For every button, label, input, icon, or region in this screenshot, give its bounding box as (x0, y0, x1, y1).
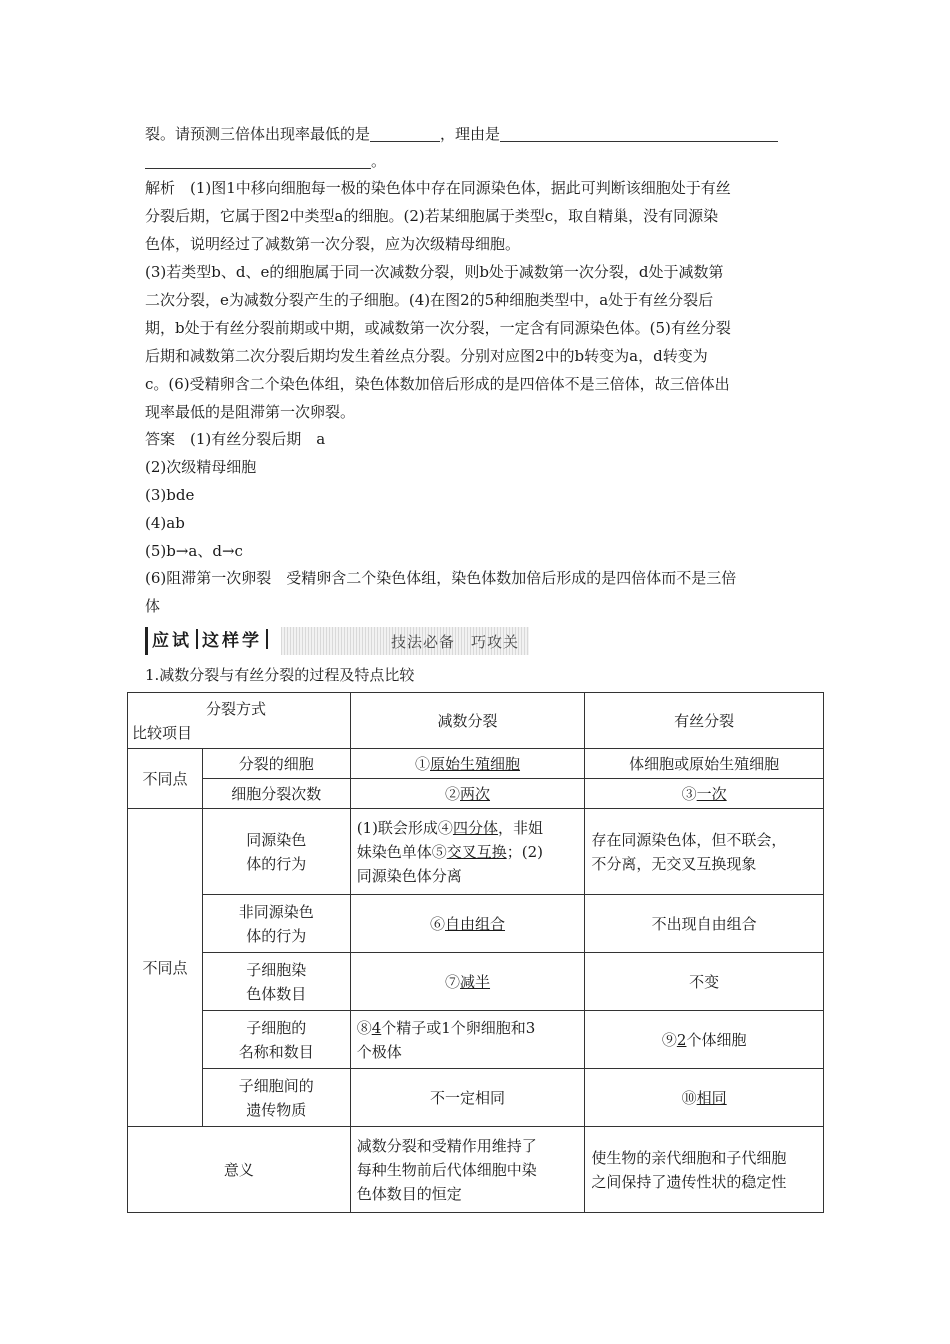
answer-line: 答案 (1)有丝分裂后期 a (145, 430, 326, 448)
question-text-a: 裂。请预测三倍体出现率最低的是 (145, 125, 371, 143)
row-item-line: 同源染色 (246, 830, 307, 849)
diagonal-header-cell (128, 693, 351, 749)
mitosis-cell (585, 779, 824, 809)
section-banner (145, 627, 529, 655)
row-item-line: 名称和数目 (238, 1042, 314, 1061)
circled-number: ⑨ (661, 1030, 677, 1049)
table-row (128, 749, 824, 779)
answer-blank-2 (500, 125, 778, 142)
row-item (202, 1011, 350, 1069)
table-row (128, 1127, 824, 1213)
question-line-1 (145, 124, 778, 144)
circled-number: ⑦ (444, 972, 460, 991)
answer-blank-1 (370, 125, 440, 142)
banner-word-2: 这样学 (202, 631, 262, 651)
row-item (202, 1069, 350, 1127)
circled-number: ⑩ (681, 1088, 697, 1107)
banner-divider (196, 629, 198, 649)
fill-answer: 交叉互换 (446, 842, 507, 861)
banner-word-1: 应试 (152, 631, 192, 651)
cell-text: 不分离，无交叉互换现象 (591, 854, 757, 873)
row-item-line: 遗传物质 (246, 1100, 307, 1119)
banner-subtitle: 技法必备 巧攻关 (390, 633, 519, 651)
cell-text: 妹染色单体⑤ (356, 842, 447, 861)
fill-answer: 相同 (696, 1088, 727, 1107)
row-item (202, 895, 350, 953)
meiosis-cell: 不一定相同 (350, 1069, 585, 1127)
fill-answer: 四分体 (452, 818, 498, 837)
header-meiosis: 减数分裂 (350, 693, 585, 749)
circled-number: ① (414, 754, 430, 773)
group-label: 不同点 (128, 809, 203, 1127)
fill-answer: 减半 (460, 972, 491, 991)
answer-line: (5)b→a、d→c (145, 542, 243, 560)
comparison-table (127, 692, 824, 1213)
row-item: 分裂的细胞 (202, 749, 350, 779)
analysis-line: c。(6)受精卵含二个染色体组，染色体数加倍后形成的是四倍体不是三倍体，故三倍体出 (145, 375, 730, 393)
mitosis-cell (585, 1069, 824, 1127)
meiosis-cell (350, 953, 585, 1011)
mitosis-cell: 体细胞或原始生殖细胞 (585, 749, 824, 779)
answer-blank-3 (145, 152, 371, 169)
circled-number: ② (444, 784, 460, 803)
fill-answer: 原始生殖细胞 (430, 754, 521, 773)
row-item (202, 953, 350, 1011)
answer-line: (2)次级精母细胞 (145, 458, 257, 476)
mitosis-cell: 不出现自由组合 (585, 895, 824, 953)
row-item-line: 色体数目 (246, 984, 307, 1003)
row-item-line: 非同源染色 (238, 902, 314, 921)
fill-answer: 一次 (696, 784, 727, 803)
question-text-b: ，理由是 (440, 125, 501, 143)
analysis-line: 色体，说明经过了减数第一次分裂，应为次级精母细胞。 (145, 235, 521, 253)
cell-text: ，非姐 (497, 818, 543, 837)
table-row (128, 1069, 824, 1127)
circled-number: ⑧ (356, 1018, 372, 1037)
analysis-line: 现率最低的是阻滞第一次卵裂。 (145, 403, 356, 421)
answer-line: 体 (145, 597, 161, 615)
row-item-line: 子细胞的 (246, 1018, 307, 1037)
header-division-type: 分裂方式 (206, 699, 267, 718)
row-item-line: 体的行为 (246, 926, 307, 945)
table-row (128, 779, 824, 809)
row-item: 细胞分裂次数 (202, 779, 350, 809)
table-row (128, 809, 824, 895)
answer-line: (3)bde (145, 486, 195, 504)
mitosis-cell: 不变 (585, 953, 824, 1011)
cell-text: 个精子或1个卵细胞和3 (381, 1018, 536, 1037)
header-mitosis: 有丝分裂 (585, 693, 824, 749)
question-text-c: 。 (371, 152, 387, 170)
answer-line: (6)阻滞第一次卵裂 受精卵含二个染色体组，染色体数加倍后形成的是四倍体而不是三倍 (145, 569, 737, 587)
meiosis-cell (350, 779, 585, 809)
analysis-line: 解析 (1)图1中移向细胞每一极的染色体中存在同源染色体，据此可判断该细胞处于有丝 (145, 179, 731, 197)
group-label: 不同点 (128, 749, 203, 809)
circled-number: ③ (681, 784, 697, 803)
cell-text: 每种生物前后代体细胞中染 (356, 1160, 537, 1179)
mitosis-cell (585, 809, 824, 895)
table-row (128, 895, 824, 953)
cell-text: 同源染色体分离 (356, 866, 462, 885)
mitosis-cell (585, 1127, 824, 1213)
cell-text: 个极体 (356, 1042, 402, 1061)
cell-text: 存在同源染色体，但不联会， (591, 830, 787, 849)
analysis-line: 分裂后期，它属于图2中类型a的细胞。(2)若某细胞属于类型c，取自精巢，没有同源染 (145, 207, 719, 225)
cell-text: 个体细胞 (686, 1030, 747, 1049)
cell-text: 色体数目的恒定 (356, 1184, 462, 1203)
table-header-row (128, 693, 824, 749)
banner-divider (266, 629, 268, 649)
row-item-line: 子细胞染 (246, 960, 307, 979)
circled-number: ⑥ (429, 914, 445, 933)
cell-text: 使生物的亲代细胞和子代细胞 (591, 1148, 787, 1167)
cell-text: 减数分裂和受精作用维持了 (356, 1136, 537, 1155)
answer-line: (4)ab (145, 514, 185, 532)
row-item (202, 809, 350, 895)
fill-answer: 4 (371, 1018, 382, 1037)
meiosis-cell (350, 1127, 585, 1213)
question-line-2 (145, 151, 386, 171)
fill-answer: 自由组合 (445, 914, 506, 933)
meiosis-cell (350, 749, 585, 779)
analysis-line: 后期和减数第二次分裂后期均发生着丝点分裂。分别对应图2中的b转变为a，d转变为 (145, 347, 708, 365)
mitosis-cell (585, 1011, 824, 1069)
analysis-line: 期，b处于有丝分裂前期或中期，或减数第一次分裂，一定含有同源染色体。(5)有丝分裂 (145, 319, 731, 337)
banner-title (145, 627, 272, 655)
row-item-line: 体的行为 (246, 854, 307, 873)
row-item: 意义 (128, 1127, 351, 1213)
fill-answer: 2 (676, 1030, 687, 1049)
cell-text: 之间保持了遗传性状的稳定性 (591, 1172, 787, 1191)
row-item-line: 子细胞间的 (238, 1076, 314, 1095)
section-title: 1.减数分裂与有丝分裂的过程及特点比较 (145, 666, 415, 684)
meiosis-cell (350, 895, 585, 953)
table-row (128, 1011, 824, 1069)
cell-text: (1)联会形成④ (356, 818, 453, 837)
cell-text: ；(2) (506, 842, 543, 861)
meiosis-cell (350, 1011, 585, 1069)
fill-answer: 两次 (460, 784, 491, 803)
header-compare-item: 比较项目 (132, 723, 193, 742)
banner-subtitle-box (281, 627, 529, 655)
analysis-line: (3)若类型b、d、e的细胞属于同一次减数分裂，则b处于减数第一次分裂，d处于减数第 (145, 263, 724, 281)
meiosis-cell (350, 809, 585, 895)
analysis-line: 二次分裂，e为减数分裂产生的子细胞。(4)在图2的5种细胞类型中，a处于有丝分裂后 (145, 291, 714, 309)
table-row (128, 953, 824, 1011)
